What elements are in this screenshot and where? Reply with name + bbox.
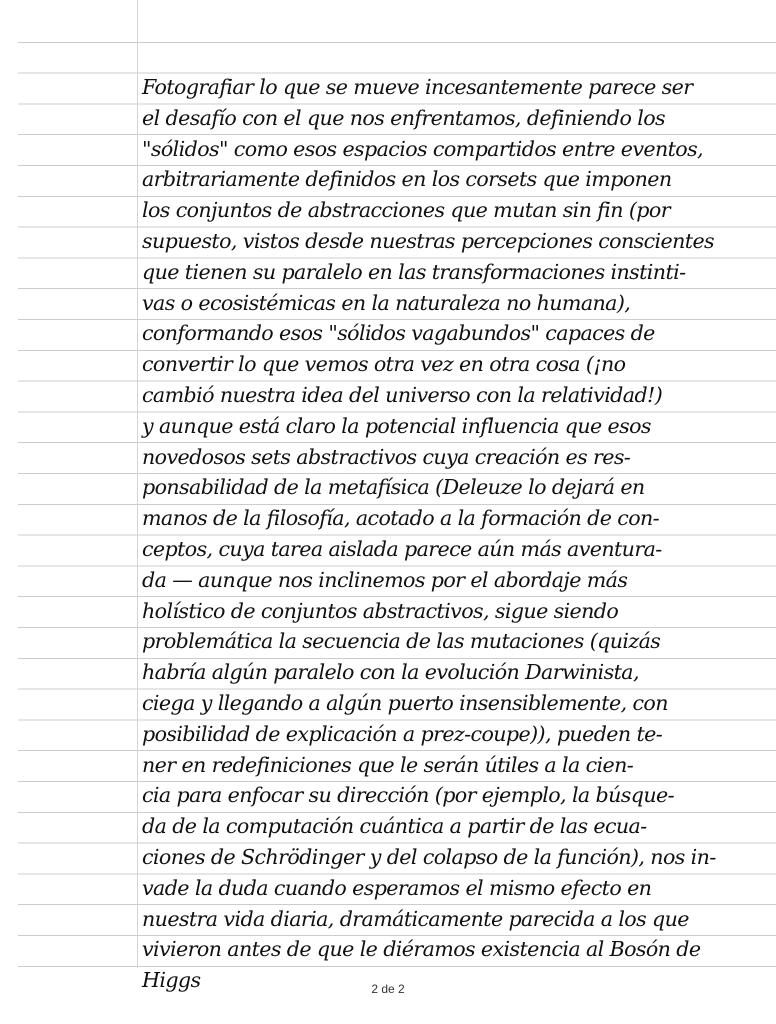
text-line: "sólidos" como esos espacios compartidos entre eventos, [142,136,703,161]
handwritten-text [142,72,768,996]
text-line: manos de la filosofía, acotado a la formación de con- [142,506,660,531]
text-line: Fotografiar lo que se mueve incesantemente parece ser [142,75,693,99]
text-line: supuesto, vistos desde nuestras percepciones conscientes [142,228,714,253]
text-line: arbitrariamente definidos en los corsets que imponen [142,167,672,192]
text-line: ciones de Schrödinger y del colapso de la función), nos in- [142,844,716,869]
text-line: y aunque está claro la potencial influencia que esos [142,413,651,438]
text-line: habría algún paralelo con la evolución Darwinista, [142,660,639,685]
text-line: da — aunque nos inclinemos por el abordaje más [142,567,628,592]
text-line: que tienen su paralelo en las transformaciones instinti- [142,259,686,284]
text-line: Higgs [142,968,201,993]
text-line: vade la duda cuando esperamos el mismo efecto en [142,875,652,900]
text-line: holístico de conjuntos abstractivos, sigue siendo [142,598,619,623]
text-line: ciega y llegando a algún puerto insensiblemente, con [142,690,668,715]
text-line: problemática la secuencia de las mutaciones (quizás [142,629,661,654]
text-line: ceptos, cuya tarea aislada parece aún más aventura- [142,536,662,561]
text-line: nuestra vida diaria, dramáticamente parecida a los que [142,906,689,931]
text-line: cambió nuestra idea del universo con la relatividad!) [142,382,663,407]
text-line: el desafío con el que nos enfrentamos, definiendo los [142,105,665,130]
text-line: novedosos sets abstractivos cuya creación es res- [142,444,631,469]
text-line: ponsabilidad de la metafísica (Deleuze lo dejará en [142,475,645,500]
text-line: da de la computación cuántica a partir de las ecua- [142,814,647,839]
margin-line [137,0,138,968]
text-line: los conjuntos de abstracciones que mutan sin fin (por [142,198,670,223]
text-line: ner en redefiniciones que le serán útiles a la cien- [142,752,634,777]
page-indicator: 2 de 2 [371,982,405,996]
text-line: conformando esos "sólidos vagabundos" capaces de [142,321,655,346]
text-line: convertir lo que vemos otra vez en otra cosa (¡no [142,352,626,377]
text-line: vas o ecosistémicas en la naturaleza no humana), [142,290,631,315]
text-line: posibilidad de explicación a prez-coupe)), pueden te- [142,721,663,746]
text-line: cia para enfocar su dirección (por ejemplo, la búsque- [142,783,674,808]
text-line: vivieron antes de que le diéramos existencia al Bosón de [142,937,701,962]
